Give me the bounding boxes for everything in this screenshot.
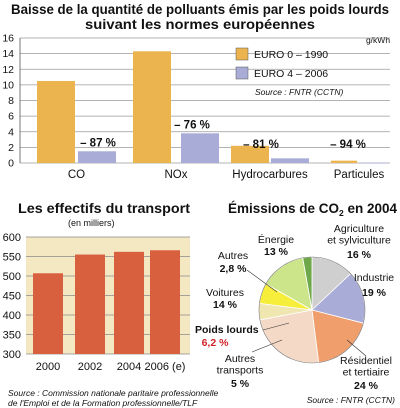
chart1-bar <box>37 81 75 163</box>
pie-value-poids-lourds: 6,2 % <box>201 337 229 349</box>
pie-value-autres: 2,8 % <box>219 263 247 275</box>
pie-label-agriculture: Agriculture et sylviculture <box>327 223 391 247</box>
chart1-bar <box>133 51 171 163</box>
chart1-y-tick-label: 6 <box>8 110 14 123</box>
pie-label-residentiel: Résidentiel et tertiaire <box>340 355 392 379</box>
chart1-y-tick-label: 4 <box>8 126 14 139</box>
chart1-reduction-label: – 94 % <box>330 139 366 151</box>
chart2-subtitle: (en milliers) <box>68 218 115 228</box>
chart1-title-line1: Baisse de la quantité de polluants émis par les poids lourds <box>11 2 389 17</box>
legend-label-euro4: EURO 4 – 2006 <box>254 68 329 80</box>
chart1-reduction-label: – 87 % <box>80 137 116 150</box>
chart2-y-tick-label: 550 <box>2 251 21 264</box>
chart1-y-tick-label: 0 <box>8 157 14 170</box>
chart2-category-label: 2004 <box>116 361 142 373</box>
chart3-pie <box>259 257 365 363</box>
pie-value-energie: 13 % <box>264 246 288 258</box>
pie-leader-line <box>347 340 366 356</box>
chart2-y-tick-label: 350 <box>2 329 21 342</box>
chart1-legend <box>236 48 343 97</box>
chart1-title-line2: suivant les normes européennes <box>85 17 315 32</box>
footer-source-line2: de l'Emploi et de la Formation professionnelle/TLF <box>8 398 198 408</box>
pie-value-industrie: 19 % <box>362 287 386 299</box>
chart1-bar <box>331 161 357 163</box>
chart1-category-label: NOx <box>164 169 188 181</box>
chart1-reduction-label: – 81 % <box>243 139 279 151</box>
chart1-y-tick-label: 8 <box>8 95 14 107</box>
chart3-source: Source : FNTR (CCTN) <box>306 395 395 405</box>
chart2-y-tick-label: 450 <box>2 290 21 303</box>
chart1-bar <box>78 151 116 163</box>
chart1-y-tick-label: 14 <box>2 48 14 61</box>
chart1-bar <box>181 133 219 163</box>
chart1-y-tick-label: 2 <box>8 141 14 154</box>
pie-label-industrie: Industrie <box>353 272 395 284</box>
pie-label-energie: Énergie <box>257 234 295 246</box>
legend-swatch-euro4 <box>236 67 248 79</box>
pie-label-poids-lourds: Poids lourds <box>195 324 259 336</box>
chart2-y-tick-label: 300 <box>2 349 21 361</box>
chart2-y-tick-label: 600 <box>2 232 21 244</box>
chart1-bar <box>361 163 387 164</box>
pie-label-autres: Autres <box>217 250 249 262</box>
chart1-ylabel: g/kWh <box>365 35 391 45</box>
pie-value-residentiel: 24 % <box>354 380 378 392</box>
chart2-bar <box>150 250 180 354</box>
chart1-reduction-labels <box>80 119 366 151</box>
chart1-x-axis <box>68 169 385 181</box>
chart1-y-tick-label: 16 <box>2 32 14 45</box>
chart2-x-axis <box>36 361 186 373</box>
pie-value-autres-transports: 5 % <box>230 378 250 390</box>
chart2-y-tick-label: 400 <box>2 310 21 322</box>
legend-label-euro0: EURO 0 – 1990 <box>254 49 329 61</box>
pie-label-voitures: Voitures <box>206 287 244 299</box>
chart2-bar <box>114 252 144 354</box>
chart2-category-label: 2002 <box>77 361 103 373</box>
chart1-category-label: Particules <box>333 169 385 181</box>
chart3-title: Émissions de $CO_2$ en 2004 <box>228 201 398 218</box>
chart2-bar <box>33 273 63 354</box>
chart1-reduction-label: – 76 % <box>174 119 210 132</box>
chart1-source: Source : FNTR (CCTN) <box>255 87 344 97</box>
legend-swatch-euro0 <box>236 48 248 60</box>
chart2-bar <box>75 255 105 354</box>
chart1-y-tick-label: 12 <box>2 63 14 76</box>
chart1-y-axis <box>2 33 14 170</box>
chart1-y-tick-label: 10 <box>2 79 14 92</box>
chart1-bar <box>271 158 309 163</box>
chart2-category-label: 2006 (e) <box>144 361 186 373</box>
chart2-y-axis <box>3 232 21 361</box>
pie-value-agriculture: 16 % <box>347 249 371 261</box>
chart1-category-label: CO <box>67 169 86 181</box>
chart1-category-label: Hydrocarbures <box>232 169 308 181</box>
chart2-y-tick-label: 500 <box>2 271 21 283</box>
chart2-title: Les effectifs du transport <box>18 201 191 216</box>
footer-source-line1: Source : Commission nationale paritaire professionnelle <box>8 388 219 398</box>
chart2-category-label: 2000 <box>35 361 61 373</box>
pie-label-autres-transports: Autres transports <box>216 353 264 377</box>
pie-value-voitures: 14 % <box>213 299 237 311</box>
